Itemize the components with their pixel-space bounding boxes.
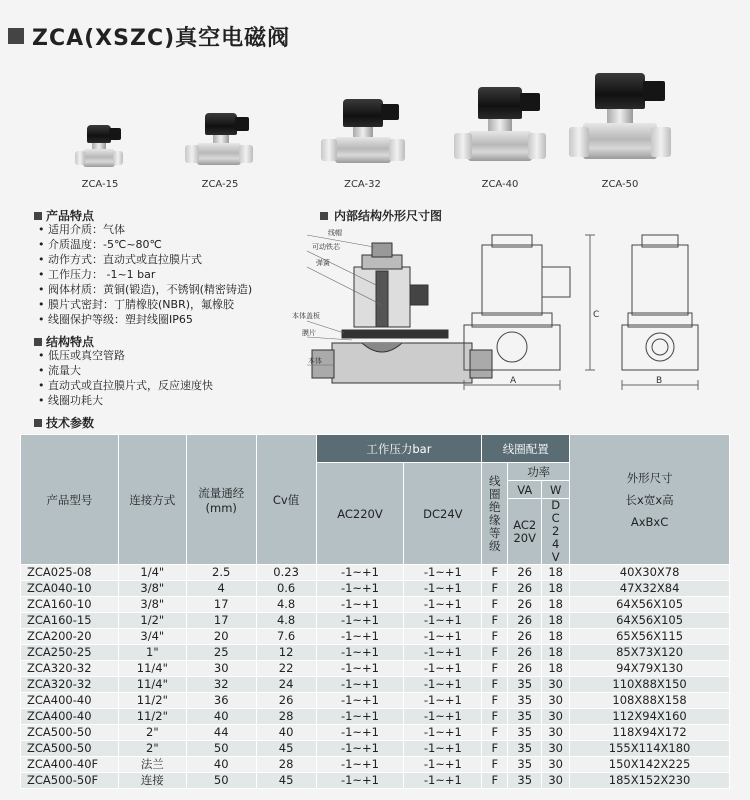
cell-conn: 2" [118, 725, 186, 741]
cell-w: 30 [542, 693, 570, 709]
cell-dim: 118X94X172 [570, 725, 730, 741]
cell-va: 35 [508, 725, 542, 741]
cell-model: ZCA025-08 [21, 565, 119, 581]
list-item: • 阀体材质：黄铜(锻造)，不锈钢(精密铸造) [36, 282, 252, 297]
header-ac220v: AC220V [316, 463, 404, 565]
header-flow: 流量通经 (mm) [186, 435, 256, 565]
cell-ac: -1~+1 [316, 741, 404, 757]
cell-dim: 150X142X225 [570, 757, 730, 773]
cell-ins: F [482, 629, 508, 645]
cell-w: 30 [542, 677, 570, 693]
cell-dc: -1~+1 [404, 613, 482, 629]
cell-model: ZCA160-15 [21, 613, 119, 629]
cell-dim: 47X32X84 [570, 581, 730, 597]
cell-flow: 36 [186, 693, 256, 709]
header-dc24v: DC24V [404, 463, 482, 565]
cell-va: 26 [508, 597, 542, 613]
square-bullet-icon [320, 212, 328, 220]
table-row [21, 629, 730, 645]
cell-cv: 4.8 [256, 597, 316, 613]
cell-dim: 108X88X158 [570, 693, 730, 709]
cell-va: 26 [508, 645, 542, 661]
cell-ins: F [482, 645, 508, 661]
cell-ins: F [482, 757, 508, 773]
cell-flow: 44 [186, 725, 256, 741]
cell-flow: 17 [186, 613, 256, 629]
cell-dc: -1~+1 [404, 565, 482, 581]
cell-dc: -1~+1 [404, 741, 482, 757]
diagram-heading: 内部结构外形尺寸图 [320, 207, 442, 224]
cell-cv: 28 [256, 757, 316, 773]
cell-conn: 11/4" [118, 677, 186, 693]
cell-model: ZCA500-50 [21, 725, 119, 741]
cell-model: ZCA400-40F [21, 757, 119, 773]
cell-dc: -1~+1 [404, 581, 482, 597]
cell-flow: 25 [186, 645, 256, 661]
table-row [21, 645, 730, 661]
part-label-cover: 本体盖板 [292, 312, 320, 320]
cell-va: 35 [508, 773, 542, 789]
cell-dim: 112X94X160 [570, 709, 730, 725]
cell-flow: 17 [186, 597, 256, 613]
cell-ins: F [482, 741, 508, 757]
product-label: ZCA-15 [81, 179, 119, 190]
cell-dim: 155X114X180 [570, 741, 730, 757]
product-zca-25 [180, 113, 260, 190]
spec-table [20, 434, 730, 789]
cell-ac: -1~+1 [316, 709, 404, 725]
cell-conn: 11/4" [118, 661, 186, 677]
product-zca-40 [450, 87, 550, 190]
cell-ins: F [482, 597, 508, 613]
dim-label-a: A [510, 376, 517, 386]
table-row [21, 693, 730, 709]
title-row [8, 22, 290, 50]
valve-image-icon [569, 73, 671, 177]
cell-ac: -1~+1 [316, 581, 404, 597]
cell-conn: 11/2" [118, 693, 186, 709]
page-title: ZCA(XSZC)真空电磁阀 [32, 25, 291, 51]
cell-va: 26 [508, 661, 542, 677]
cell-va: 35 [508, 757, 542, 773]
product-zca-32 [315, 99, 410, 190]
cell-conn: 11/2" [118, 709, 186, 725]
cell-dc: -1~+1 [404, 629, 482, 645]
cell-cv: 40 [256, 725, 316, 741]
header-ac-sub: AC220V [508, 499, 542, 565]
cell-va: 26 [508, 565, 542, 581]
cell-ins: F [482, 677, 508, 693]
cell-flow: 40 [186, 757, 256, 773]
side-view-drawing [622, 235, 698, 390]
product-label: ZCA-25 [201, 179, 239, 190]
header-w: W [542, 481, 570, 499]
part-label-body: 本体 [308, 357, 322, 365]
cell-cv: 0.6 [256, 581, 316, 597]
cell-flow: 20 [186, 629, 256, 645]
cell-model: ZCA320-32 [21, 661, 119, 677]
cell-dim: 110X88X150 [570, 677, 730, 693]
product-gallery [50, 60, 690, 190]
list-item: • 流量大 [36, 363, 213, 378]
table-row [21, 757, 730, 773]
cell-w: 18 [542, 645, 570, 661]
part-label-diaphragm: 膜片 [302, 329, 316, 337]
cell-va: 26 [508, 581, 542, 597]
structure-list [36, 348, 213, 408]
header-dc-sub: DC24V [542, 499, 570, 565]
cell-w: 30 [542, 709, 570, 725]
cell-ac: -1~+1 [316, 757, 404, 773]
list-item: • 适用介质：气体 [36, 222, 252, 237]
cell-flow: 50 [186, 773, 256, 789]
cell-dim: 64X56X105 [570, 597, 730, 613]
part-label-plunger: 可动铁芯 [312, 243, 340, 251]
part-label-spring: 弹簧 [316, 259, 330, 267]
cell-dc: -1~+1 [404, 645, 482, 661]
table-row [21, 565, 730, 581]
cell-w: 30 [542, 773, 570, 789]
list-item: • 工作压力： -1~1 bar [36, 267, 252, 282]
header-model: 产品型号 [21, 435, 119, 565]
cell-ins: F [482, 773, 508, 789]
structure-heading: 结构特点 [34, 333, 94, 350]
cell-conn: 3/8" [118, 581, 186, 597]
header-dimensions: 外形尺寸 长x宽x高 AxBxC [570, 435, 730, 565]
list-item: • 动作方式：直动式或直拉膜片式 [36, 252, 252, 267]
valve-image-icon [185, 113, 255, 177]
cell-model: ZCA400-40 [21, 693, 119, 709]
header-coil: 线圈配置 [482, 435, 570, 463]
list-item: • 低压或真空管路 [36, 348, 213, 363]
cell-conn: 3/8" [118, 597, 186, 613]
valve-image-icon [321, 99, 405, 177]
cell-ac: -1~+1 [316, 613, 404, 629]
cell-ac: -1~+1 [316, 661, 404, 677]
cell-ac: -1~+1 [316, 725, 404, 741]
cell-va: 35 [508, 677, 542, 693]
list-item: • 直动式或直拉膜片式，反应速度快 [36, 378, 213, 393]
cell-dc: -1~+1 [404, 677, 482, 693]
product-zca-50 [565, 73, 675, 190]
cell-conn: 1/4" [118, 565, 186, 581]
internal-structure-diagram [292, 225, 732, 395]
features-list [36, 222, 252, 327]
dim-label-c: C [593, 310, 600, 320]
cell-cv: 12 [256, 645, 316, 661]
table-row [21, 661, 730, 677]
cell-cv: 0.23 [256, 565, 316, 581]
cell-w: 18 [542, 597, 570, 613]
cell-flow: 40 [186, 709, 256, 725]
table-row [21, 709, 730, 725]
cell-conn: 3/4" [118, 629, 186, 645]
product-zca-15 [70, 125, 130, 190]
square-bullet-icon [34, 419, 42, 427]
cell-dim: 40X30X78 [570, 565, 730, 581]
product-label: ZCA-40 [481, 179, 519, 190]
table-row [21, 725, 730, 741]
table-row [21, 613, 730, 629]
header-cv: Cv值 [256, 435, 316, 565]
header-power: 功率 [508, 463, 570, 481]
cell-ac: -1~+1 [316, 645, 404, 661]
cell-dc: -1~+1 [404, 725, 482, 741]
cell-dc: -1~+1 [404, 773, 482, 789]
cell-dc: -1~+1 [404, 597, 482, 613]
table-row [21, 773, 730, 789]
dim-label-b: B [656, 376, 663, 386]
cell-dc: -1~+1 [404, 661, 482, 677]
header-insulation: 线圈绝缘等级 [482, 463, 508, 565]
cell-model: ZCA500-50F [21, 773, 119, 789]
cell-ac: -1~+1 [316, 773, 404, 789]
cell-ins: F [482, 581, 508, 597]
cell-ac: -1~+1 [316, 565, 404, 581]
cell-w: 18 [542, 661, 570, 677]
cell-dc: -1~+1 [404, 757, 482, 773]
cell-ins: F [482, 725, 508, 741]
table-row [21, 677, 730, 693]
title-square-icon [8, 28, 24, 44]
cell-dim: 185X152X230 [570, 773, 730, 789]
cell-flow: 4 [186, 581, 256, 597]
cell-model: ZCA250-25 [21, 645, 119, 661]
cell-conn: 法兰 [118, 757, 186, 773]
cell-model: ZCA200-20 [21, 629, 119, 645]
cell-model: ZCA160-10 [21, 597, 119, 613]
cell-flow: 50 [186, 741, 256, 757]
cell-model: ZCA500-50 [21, 741, 119, 757]
list-item: • 线圈保护等级：塑封线圈IP65 [36, 312, 252, 327]
cell-w: 18 [542, 613, 570, 629]
square-bullet-icon [34, 338, 42, 346]
valve-image-icon [454, 87, 546, 177]
header-pressure: 工作压力bar [316, 435, 482, 463]
cell-conn: 连接 [118, 773, 186, 789]
cell-flow: 2.5 [186, 565, 256, 581]
cell-ac: -1~+1 [316, 677, 404, 693]
cell-dc: -1~+1 [404, 693, 482, 709]
part-label-coil-cap: 线帽 [328, 229, 342, 237]
cell-va: 35 [508, 709, 542, 725]
list-item: • 线圈功耗大 [36, 393, 213, 408]
cell-cv: 4.8 [256, 613, 316, 629]
header-connection: 连接方式 [118, 435, 186, 565]
cell-w: 30 [542, 741, 570, 757]
cell-cv: 24 [256, 677, 316, 693]
cell-ins: F [482, 693, 508, 709]
cell-cv: 26 [256, 693, 316, 709]
cell-va: 26 [508, 629, 542, 645]
cell-ins: F [482, 565, 508, 581]
cell-ac: -1~+1 [316, 693, 404, 709]
header-va: VA [508, 481, 542, 499]
features-heading: 产品特点 [34, 207, 94, 224]
cell-w: 30 [542, 757, 570, 773]
square-bullet-icon [34, 212, 42, 220]
cell-model: ZCA400-40 [21, 709, 119, 725]
cell-ac: -1~+1 [316, 629, 404, 645]
product-label: ZCA-32 [344, 179, 381, 190]
cell-w: 18 [542, 581, 570, 597]
cell-cv: 45 [256, 741, 316, 757]
cell-w: 18 [542, 565, 570, 581]
cell-cv: 22 [256, 661, 316, 677]
cell-model: ZCA040-10 [21, 581, 119, 597]
table-row [21, 741, 730, 757]
cell-cv: 7.6 [256, 629, 316, 645]
cell-ins: F [482, 709, 508, 725]
cell-flow: 32 [186, 677, 256, 693]
cell-va: 26 [508, 613, 542, 629]
cell-dim: 85X73X120 [570, 645, 730, 661]
cell-va: 35 [508, 741, 542, 757]
product-label: ZCA-50 [601, 179, 639, 190]
list-item: • 介质温度：-5℃~80℃ [36, 237, 252, 252]
cell-cv: 28 [256, 709, 316, 725]
cell-dim: 64X56X105 [570, 613, 730, 629]
cell-w: 18 [542, 629, 570, 645]
valve-image-icon [75, 125, 125, 177]
cell-w: 30 [542, 725, 570, 741]
cell-va: 35 [508, 693, 542, 709]
cell-cv: 45 [256, 773, 316, 789]
cell-model: ZCA320-32 [21, 677, 119, 693]
cell-conn: 1/2" [118, 613, 186, 629]
cell-ins: F [482, 661, 508, 677]
table-row [21, 581, 730, 597]
cell-ins: F [482, 613, 508, 629]
table-row [21, 597, 730, 613]
cell-flow: 30 [186, 661, 256, 677]
cell-ac: -1~+1 [316, 597, 404, 613]
cell-dc: -1~+1 [404, 709, 482, 725]
list-item: • 膜片式密封：丁腈橡胶(NBR)，氟橡胶 [36, 297, 252, 312]
cell-dim: 65X56X115 [570, 629, 730, 645]
tech-heading: 技术参数 [34, 414, 94, 431]
cell-conn: 1" [118, 645, 186, 661]
cell-conn: 2" [118, 741, 186, 757]
cell-dim: 94X79X130 [570, 661, 730, 677]
